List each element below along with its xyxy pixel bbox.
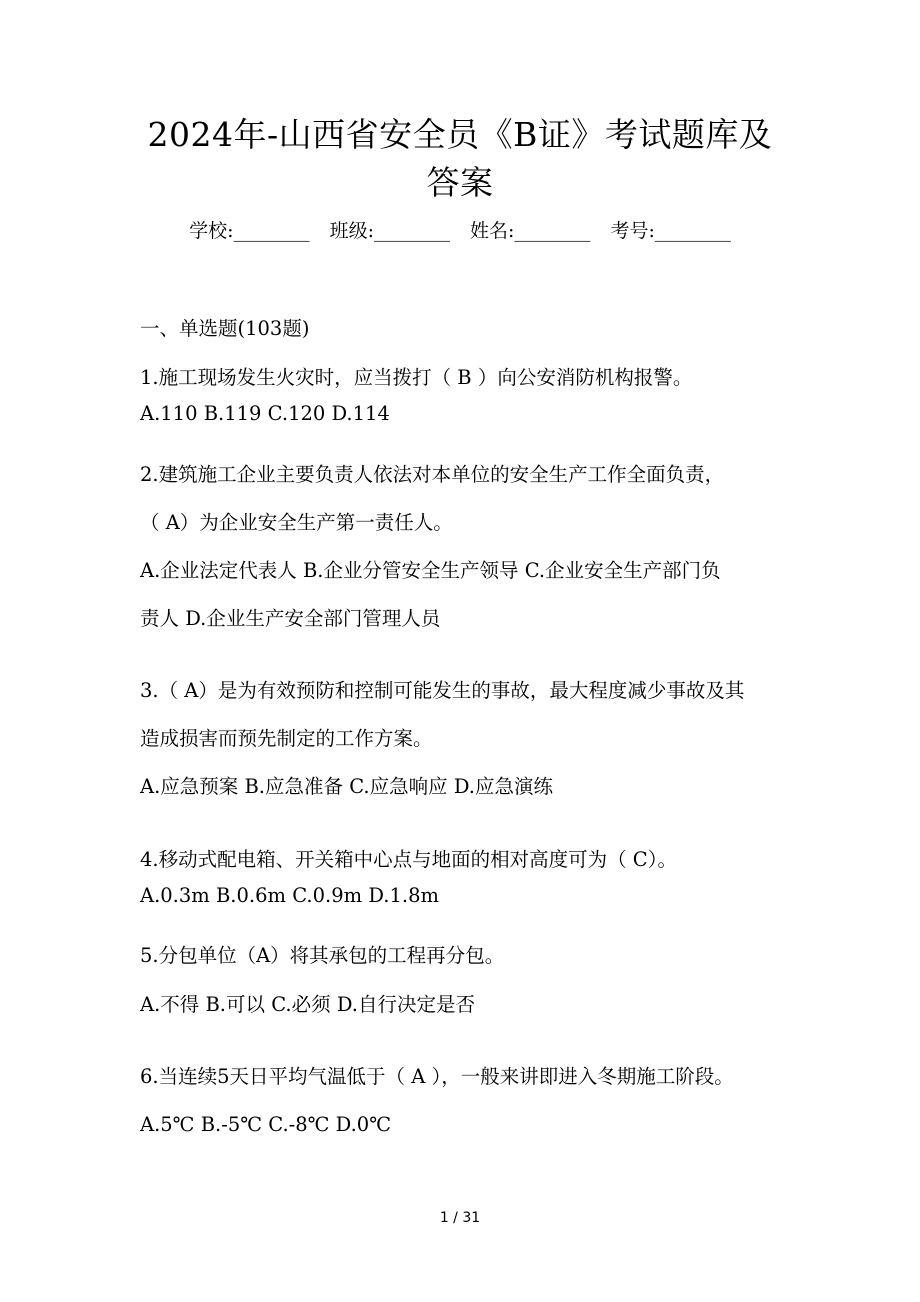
question-1-options: A.110 B.119 C.120 D.114 xyxy=(140,402,390,425)
exam-number-field: 考号:________ xyxy=(610,220,731,242)
class-field: 班级:________ xyxy=(329,220,450,242)
question-2-options-line2: 责人 D.企业生产安全部门管理人员 xyxy=(140,607,441,630)
student-info-fields xyxy=(0,222,920,241)
question-4-text: 4.移动式配电箱、开关箱中心点与地面的相对高度可为（ C）。 xyxy=(140,848,677,871)
question-4-options: A.0.3m B.0.6m C.0.9m D.1.8m xyxy=(140,884,439,907)
page-number: 1 / 31 xyxy=(439,1210,481,1226)
question-1-text: 1.施工现场发生火灾时，应当拨打（ B ）向公安消防机构报警。 xyxy=(140,366,693,389)
question-2-text-line1: 2.建筑施工企业主要负责人依法对本单位的安全生产工作全面负责， xyxy=(140,463,725,486)
question-6-options: A.5℃ B.-5℃ C.-8℃ D.0℃ xyxy=(140,1113,392,1136)
question-3-text-line2: 造成损害而预先制定的工作方案。 xyxy=(140,727,433,750)
question-3-options: A.应急预案 B.应急准备 C.应急响应 D.应急演练 xyxy=(140,775,553,798)
document-title-line1: 2024年-山西省安全员《B证》考试题库及 xyxy=(147,115,773,154)
question-6-text: 6.当连续5天日平均气温低于（ A ），一般来讲即进入冬期施工阶段。 xyxy=(140,1065,734,1088)
name-field: 姓名:________ xyxy=(470,220,591,242)
question-5-options: A.不得 B.可以 C.必须 D.自行决定是否 xyxy=(140,993,475,1016)
document-title-line2: 答案 xyxy=(426,163,494,202)
question-5-text: 5.分包单位（A）将其承包的工程再分包。 xyxy=(140,944,505,967)
question-2-text-line2: （ A）为企业安全生产第一责任人。 xyxy=(140,511,453,534)
school-field: 学校:________ xyxy=(189,220,310,242)
question-2-options-line1: A.企业法定代表人 B.企业分管安全生产领导 C.企业安全生产部门负 xyxy=(140,559,721,582)
question-3-text-line1: 3.（ A）是为有效预防和控制可能发生的事故，最大程度减少事故及其 xyxy=(140,679,745,702)
section-heading: 一、单选题(103题) xyxy=(140,317,310,340)
